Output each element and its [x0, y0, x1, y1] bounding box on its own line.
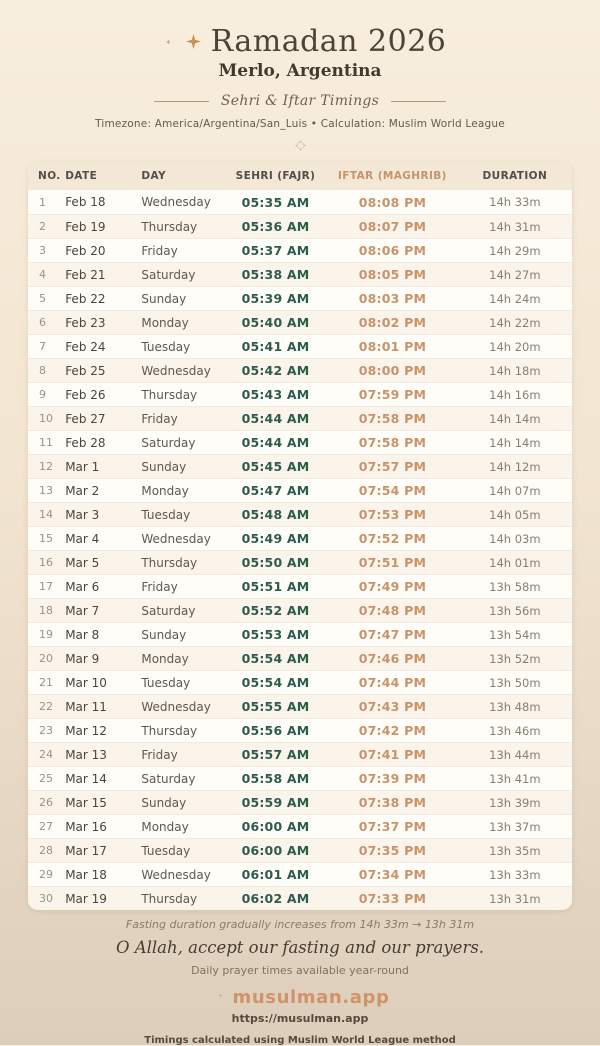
cell-duration: 13h 56m: [458, 598, 572, 622]
cell-duration: 14h 12m: [458, 454, 572, 478]
cell-day: Thursday: [131, 886, 223, 910]
cell-date: Feb 22: [55, 286, 131, 310]
cell-sehri: 05:41 AM: [224, 334, 327, 358]
cell-day: Wednesday: [131, 526, 223, 550]
cell-sehri: 05:56 AM: [224, 718, 327, 742]
table-row: [28, 454, 572, 478]
cell-no: 8: [28, 358, 55, 382]
cell-day: Tuesday: [131, 670, 223, 694]
table-row: [28, 598, 572, 622]
cell-iftar: 07:39 PM: [327, 766, 458, 790]
table-row: [28, 238, 572, 262]
cell-sehri: 06:01 AM: [224, 862, 327, 886]
table-row: [28, 886, 572, 910]
table-row: [28, 694, 572, 718]
brand-crescent-icon: [211, 988, 226, 1007]
cell-iftar: 07:48 PM: [327, 598, 458, 622]
cell-sehri: 05:51 AM: [224, 574, 327, 598]
cell-iftar: 08:02 PM: [327, 310, 458, 334]
table-body: [28, 190, 572, 910]
cell-date: Feb 20: [55, 238, 131, 262]
cell-iftar: 07:33 PM: [327, 886, 458, 910]
cell-no: 2: [28, 214, 55, 238]
crescent-moon-icon: [154, 31, 176, 53]
left-rule-divider: [154, 101, 209, 102]
cell-no: 15: [28, 526, 55, 550]
duration-trend-note: Fasting duration gradually increases from 14h 33m → 13h 31m: [125, 918, 475, 931]
cell-sehri: 05:38 AM: [224, 262, 327, 286]
cell-iftar: 07:44 PM: [327, 670, 458, 694]
cell-sehri: 05:36 AM: [224, 214, 327, 238]
cell-day: Saturday: [131, 766, 223, 790]
cell-duration: 13h 39m: [458, 790, 572, 814]
cell-date: Mar 10: [55, 670, 131, 694]
cell-iftar: 07:34 PM: [327, 862, 458, 886]
cell-no: 21: [28, 670, 55, 694]
cell-date: Mar 12: [55, 718, 131, 742]
table-row: [28, 718, 572, 742]
cell-iftar: 07:41 PM: [327, 742, 458, 766]
cell-duration: 13h 35m: [458, 838, 572, 862]
cell-sehri: 05:54 AM: [224, 670, 327, 694]
table-row: [28, 766, 572, 790]
cell-sehri: 05:58 AM: [224, 766, 327, 790]
cell-date: Mar 11: [55, 694, 131, 718]
table-row: [28, 742, 572, 766]
table-row: [28, 550, 572, 574]
cell-day: Tuesday: [131, 502, 223, 526]
cell-duration: 14h 14m: [458, 406, 572, 430]
location-title: Merlo, Argentina: [218, 61, 382, 81]
cell-date: Feb 26: [55, 382, 131, 406]
column-header-sehri: SEHRI (FAJR): [224, 162, 327, 190]
cell-duration: 13h 33m: [458, 862, 572, 886]
cell-sehri: 05:48 AM: [224, 502, 327, 526]
cell-no: 29: [28, 862, 55, 886]
table-row: [28, 190, 572, 214]
table-row: [28, 502, 572, 526]
cell-date: Mar 9: [55, 646, 131, 670]
table-row: [28, 334, 572, 358]
column-header-iftar: IFTAR (MAGHRIB): [327, 162, 458, 190]
cell-date: Mar 18: [55, 862, 131, 886]
cell-date: Mar 2: [55, 478, 131, 502]
cell-duration: 14h 03m: [458, 526, 572, 550]
cell-no: 19: [28, 622, 55, 646]
cell-sehri: 05:47 AM: [224, 478, 327, 502]
table-row: [28, 262, 572, 286]
cell-date: Mar 5: [55, 550, 131, 574]
cell-duration: 14h 24m: [458, 286, 572, 310]
table-row: [28, 646, 572, 670]
cell-sehri: 06:00 AM: [224, 838, 327, 862]
cell-iftar: 08:01 PM: [327, 334, 458, 358]
cell-no: 14: [28, 502, 55, 526]
cell-duration: 14h 22m: [458, 310, 572, 334]
cell-date: Feb 21: [55, 262, 131, 286]
cell-no: 13: [28, 478, 55, 502]
cell-sehri: 06:02 AM: [224, 886, 327, 910]
cell-duration: 14h 18m: [458, 358, 572, 382]
cell-iftar: 07:52 PM: [327, 526, 458, 550]
cell-no: 12: [28, 454, 55, 478]
cell-iftar: 07:38 PM: [327, 790, 458, 814]
table-row: [28, 670, 572, 694]
cell-duration: 13h 58m: [458, 574, 572, 598]
cell-day: Monday: [131, 646, 223, 670]
cell-day: Wednesday: [131, 694, 223, 718]
table-row: [28, 790, 572, 814]
cell-date: Feb 25: [55, 358, 131, 382]
table-row: [28, 286, 572, 310]
cell-no: 9: [28, 382, 55, 406]
cell-iftar: 07:51 PM: [327, 550, 458, 574]
column-header-no: NO.: [28, 162, 55, 190]
cell-day: Tuesday: [131, 838, 223, 862]
table-row: [28, 526, 572, 550]
cell-duration: 13h 52m: [458, 646, 572, 670]
cell-day: Thursday: [131, 550, 223, 574]
cell-sehri: 05:43 AM: [224, 382, 327, 406]
table-row: [28, 862, 572, 886]
cell-iftar: 07:35 PM: [327, 838, 458, 862]
cell-date: Mar 15: [55, 790, 131, 814]
timezone-calculation-meta: Timezone: America/Argentina/San_Luis • Calculation: Muslim World League: [95, 118, 505, 130]
cell-day: Thursday: [131, 382, 223, 406]
cell-duration: 14h 31m: [458, 214, 572, 238]
cell-day: Sunday: [131, 454, 223, 478]
cell-duration: 13h 31m: [458, 886, 572, 910]
cell-day: Wednesday: [141, 195, 211, 209]
page-footer: [0, 918, 600, 1046]
cell-no: 28: [28, 838, 55, 862]
cell-sehri: 06:00 AM: [224, 814, 327, 838]
cell-iftar: 08:06 PM: [327, 238, 458, 262]
cell-no: 17: [28, 574, 55, 598]
cell-sehri: 05:54 AM: [224, 646, 327, 670]
table-row: [28, 310, 572, 334]
cell-day: Friday: [131, 406, 223, 430]
cell-sehri: 05:37 AM: [224, 238, 327, 262]
cell-iftar: 07:46 PM: [327, 646, 458, 670]
diamond-separator-icon: [295, 141, 305, 151]
cell-no: 6: [28, 310, 55, 334]
cell-duration: 14h 33m: [489, 195, 541, 209]
cell-date: Mar 14: [55, 766, 131, 790]
cell-duration: 14h 14m: [458, 430, 572, 454]
cell-no: 25: [28, 766, 55, 790]
cell-duration: 13h 48m: [458, 694, 572, 718]
brand-url-link[interactable]: https://musulman.app: [231, 1012, 369, 1025]
cell-day: Friday: [131, 574, 223, 598]
cell-no: 23: [28, 718, 55, 742]
cell-duration: 14h 07m: [458, 478, 572, 502]
cell-duration: 13h 44m: [458, 742, 572, 766]
cell-sehri: 05:50 AM: [224, 550, 327, 574]
cell-iftar: 07:37 PM: [327, 814, 458, 838]
cell-duration: 14h 20m: [458, 334, 572, 358]
cell-date: Mar 4: [55, 526, 131, 550]
cell-sehri: 05:57 AM: [224, 742, 327, 766]
cell-day: Saturday: [131, 262, 223, 286]
cell-no: 20: [28, 646, 55, 670]
cell-duration: 14h 05m: [458, 502, 572, 526]
cell-date: Mar 19: [55, 886, 131, 910]
brand-row[interactable]: [0, 987, 600, 1008]
table-row: [28, 622, 572, 646]
cell-day: Wednesday: [131, 358, 223, 382]
subtitle-row: [0, 93, 600, 109]
column-header-date: DATE: [55, 162, 131, 190]
table-row: [28, 814, 572, 838]
cell-sehri: 05:40 AM: [224, 310, 327, 334]
cell-sehri: 05:49 AM: [224, 526, 327, 550]
title-row: [0, 24, 600, 59]
cell-sehri: 05:44 AM: [224, 406, 327, 430]
cell-day: Sunday: [131, 286, 223, 310]
cell-date: Feb 27: [55, 406, 131, 430]
cell-no: 5: [28, 286, 55, 310]
dua-text: O Allah, accept our fasting and our prayers.: [115, 938, 485, 957]
cell-duration: 13h 46m: [458, 718, 572, 742]
table-row: [28, 430, 572, 454]
cell-iftar: 07:54 PM: [327, 478, 458, 502]
cell-no: 10: [28, 406, 55, 430]
cell-day: Monday: [131, 478, 223, 502]
table-row: [28, 358, 572, 382]
table-row: [28, 214, 572, 238]
cell-day: Monday: [131, 814, 223, 838]
cell-iftar: 08:00 PM: [327, 358, 458, 382]
table-header-row: [28, 162, 572, 190]
column-header-day: DAY: [131, 162, 223, 190]
cell-date: Mar 16: [55, 814, 131, 838]
cell-date: Feb 24: [55, 334, 131, 358]
cell-no: 27: [28, 814, 55, 838]
cell-duration: 14h 27m: [458, 262, 572, 286]
page-title: Ramadan 2026: [210, 24, 447, 59]
cell-iftar: 08:03 PM: [327, 286, 458, 310]
right-rule-divider: [391, 101, 446, 102]
cell-date: Feb 19: [55, 214, 131, 238]
timings-table: [28, 162, 572, 910]
cell-no: 18: [28, 598, 55, 622]
cell-no: 26: [28, 790, 55, 814]
cell-duration: 14h 01m: [458, 550, 572, 574]
cell-day: Sunday: [131, 790, 223, 814]
cell-no: 4: [28, 262, 55, 286]
cell-date: Feb 23: [55, 310, 131, 334]
sparkle-icon: [185, 33, 202, 50]
cell-duration: 14h 29m: [458, 238, 572, 262]
cell-no: 22: [28, 694, 55, 718]
column-header-duration: DURATION: [458, 162, 572, 190]
cell-iftar: 08:08 PM: [358, 194, 427, 210]
cell-iftar: 07:57 PM: [327, 454, 458, 478]
calculation-method-note: Timings calculated using Muslim World League method: [144, 1035, 456, 1046]
cell-sehri: 05:35 AM: [241, 194, 310, 210]
cell-date: Mar 13: [55, 742, 131, 766]
cell-sehri: 05:59 AM: [224, 790, 327, 814]
cell-iftar: 07:59 PM: [327, 382, 458, 406]
cell-duration: 14h 16m: [458, 382, 572, 406]
cell-sehri: 05:52 AM: [224, 598, 327, 622]
cell-date: Mar 7: [55, 598, 131, 622]
cell-no: 24: [28, 742, 55, 766]
cell-duration: 13h 37m: [458, 814, 572, 838]
cell-iftar: 07:49 PM: [327, 574, 458, 598]
cell-sehri: 05:45 AM: [224, 454, 327, 478]
cell-date: Mar 17: [55, 838, 131, 862]
table-header: [28, 162, 572, 190]
page-header: [0, 24, 600, 149]
cell-date: Mar 1: [55, 454, 131, 478]
cell-date: Mar 6: [55, 574, 131, 598]
cell-day: Sunday: [131, 622, 223, 646]
cell-duration: 13h 41m: [458, 766, 572, 790]
cell-day: Monday: [131, 310, 223, 334]
cell-sehri: 05:42 AM: [224, 358, 327, 382]
cell-no: 3: [28, 238, 55, 262]
cell-no: 1: [39, 195, 46, 209]
cell-day: Wednesday: [131, 862, 223, 886]
cell-duration: 13h 50m: [458, 670, 572, 694]
cell-sehri: 05:39 AM: [224, 286, 327, 310]
cell-iftar: 08:07 PM: [327, 214, 458, 238]
cell-date: Mar 8: [55, 622, 131, 646]
section-subtitle: Sehri & Iftar Timings: [220, 93, 380, 109]
table-row: [28, 478, 572, 502]
cell-no: 11: [28, 430, 55, 454]
cell-day: Friday: [131, 742, 223, 766]
cell-day: Saturday: [131, 430, 223, 454]
cell-day: Saturday: [131, 598, 223, 622]
cell-sehri: 05:44 AM: [224, 430, 327, 454]
cell-iftar: 07:43 PM: [327, 694, 458, 718]
timings-card: [28, 162, 572, 910]
cell-iftar: 07:58 PM: [327, 406, 458, 430]
table-row: [28, 382, 572, 406]
cell-sehri: 05:53 AM: [224, 622, 327, 646]
cell-no: 16: [28, 550, 55, 574]
brand-name: musulman.app: [232, 987, 390, 1008]
cell-sehri: 05:55 AM: [224, 694, 327, 718]
cell-date: Feb 28: [55, 430, 131, 454]
cell-iftar: 07:58 PM: [327, 430, 458, 454]
availability-note: Daily prayer times available year-round: [191, 964, 409, 977]
table-row: [28, 574, 572, 598]
cell-date: Mar 3: [55, 502, 131, 526]
cell-no: 7: [28, 334, 55, 358]
table-row: [28, 406, 572, 430]
cell-date: Feb 18: [65, 195, 106, 209]
cell-iftar: 07:47 PM: [327, 622, 458, 646]
cell-day: Thursday: [131, 718, 223, 742]
cell-day: Friday: [131, 238, 223, 262]
cell-day: Thursday: [131, 214, 223, 238]
table-row: [28, 838, 572, 862]
cell-iftar: 07:42 PM: [327, 718, 458, 742]
cell-duration: 13h 54m: [458, 622, 572, 646]
cell-iftar: 08:05 PM: [327, 262, 458, 286]
cell-day: Tuesday: [131, 334, 223, 358]
cell-no: 30: [28, 886, 55, 910]
cell-iftar: 07:53 PM: [327, 502, 458, 526]
